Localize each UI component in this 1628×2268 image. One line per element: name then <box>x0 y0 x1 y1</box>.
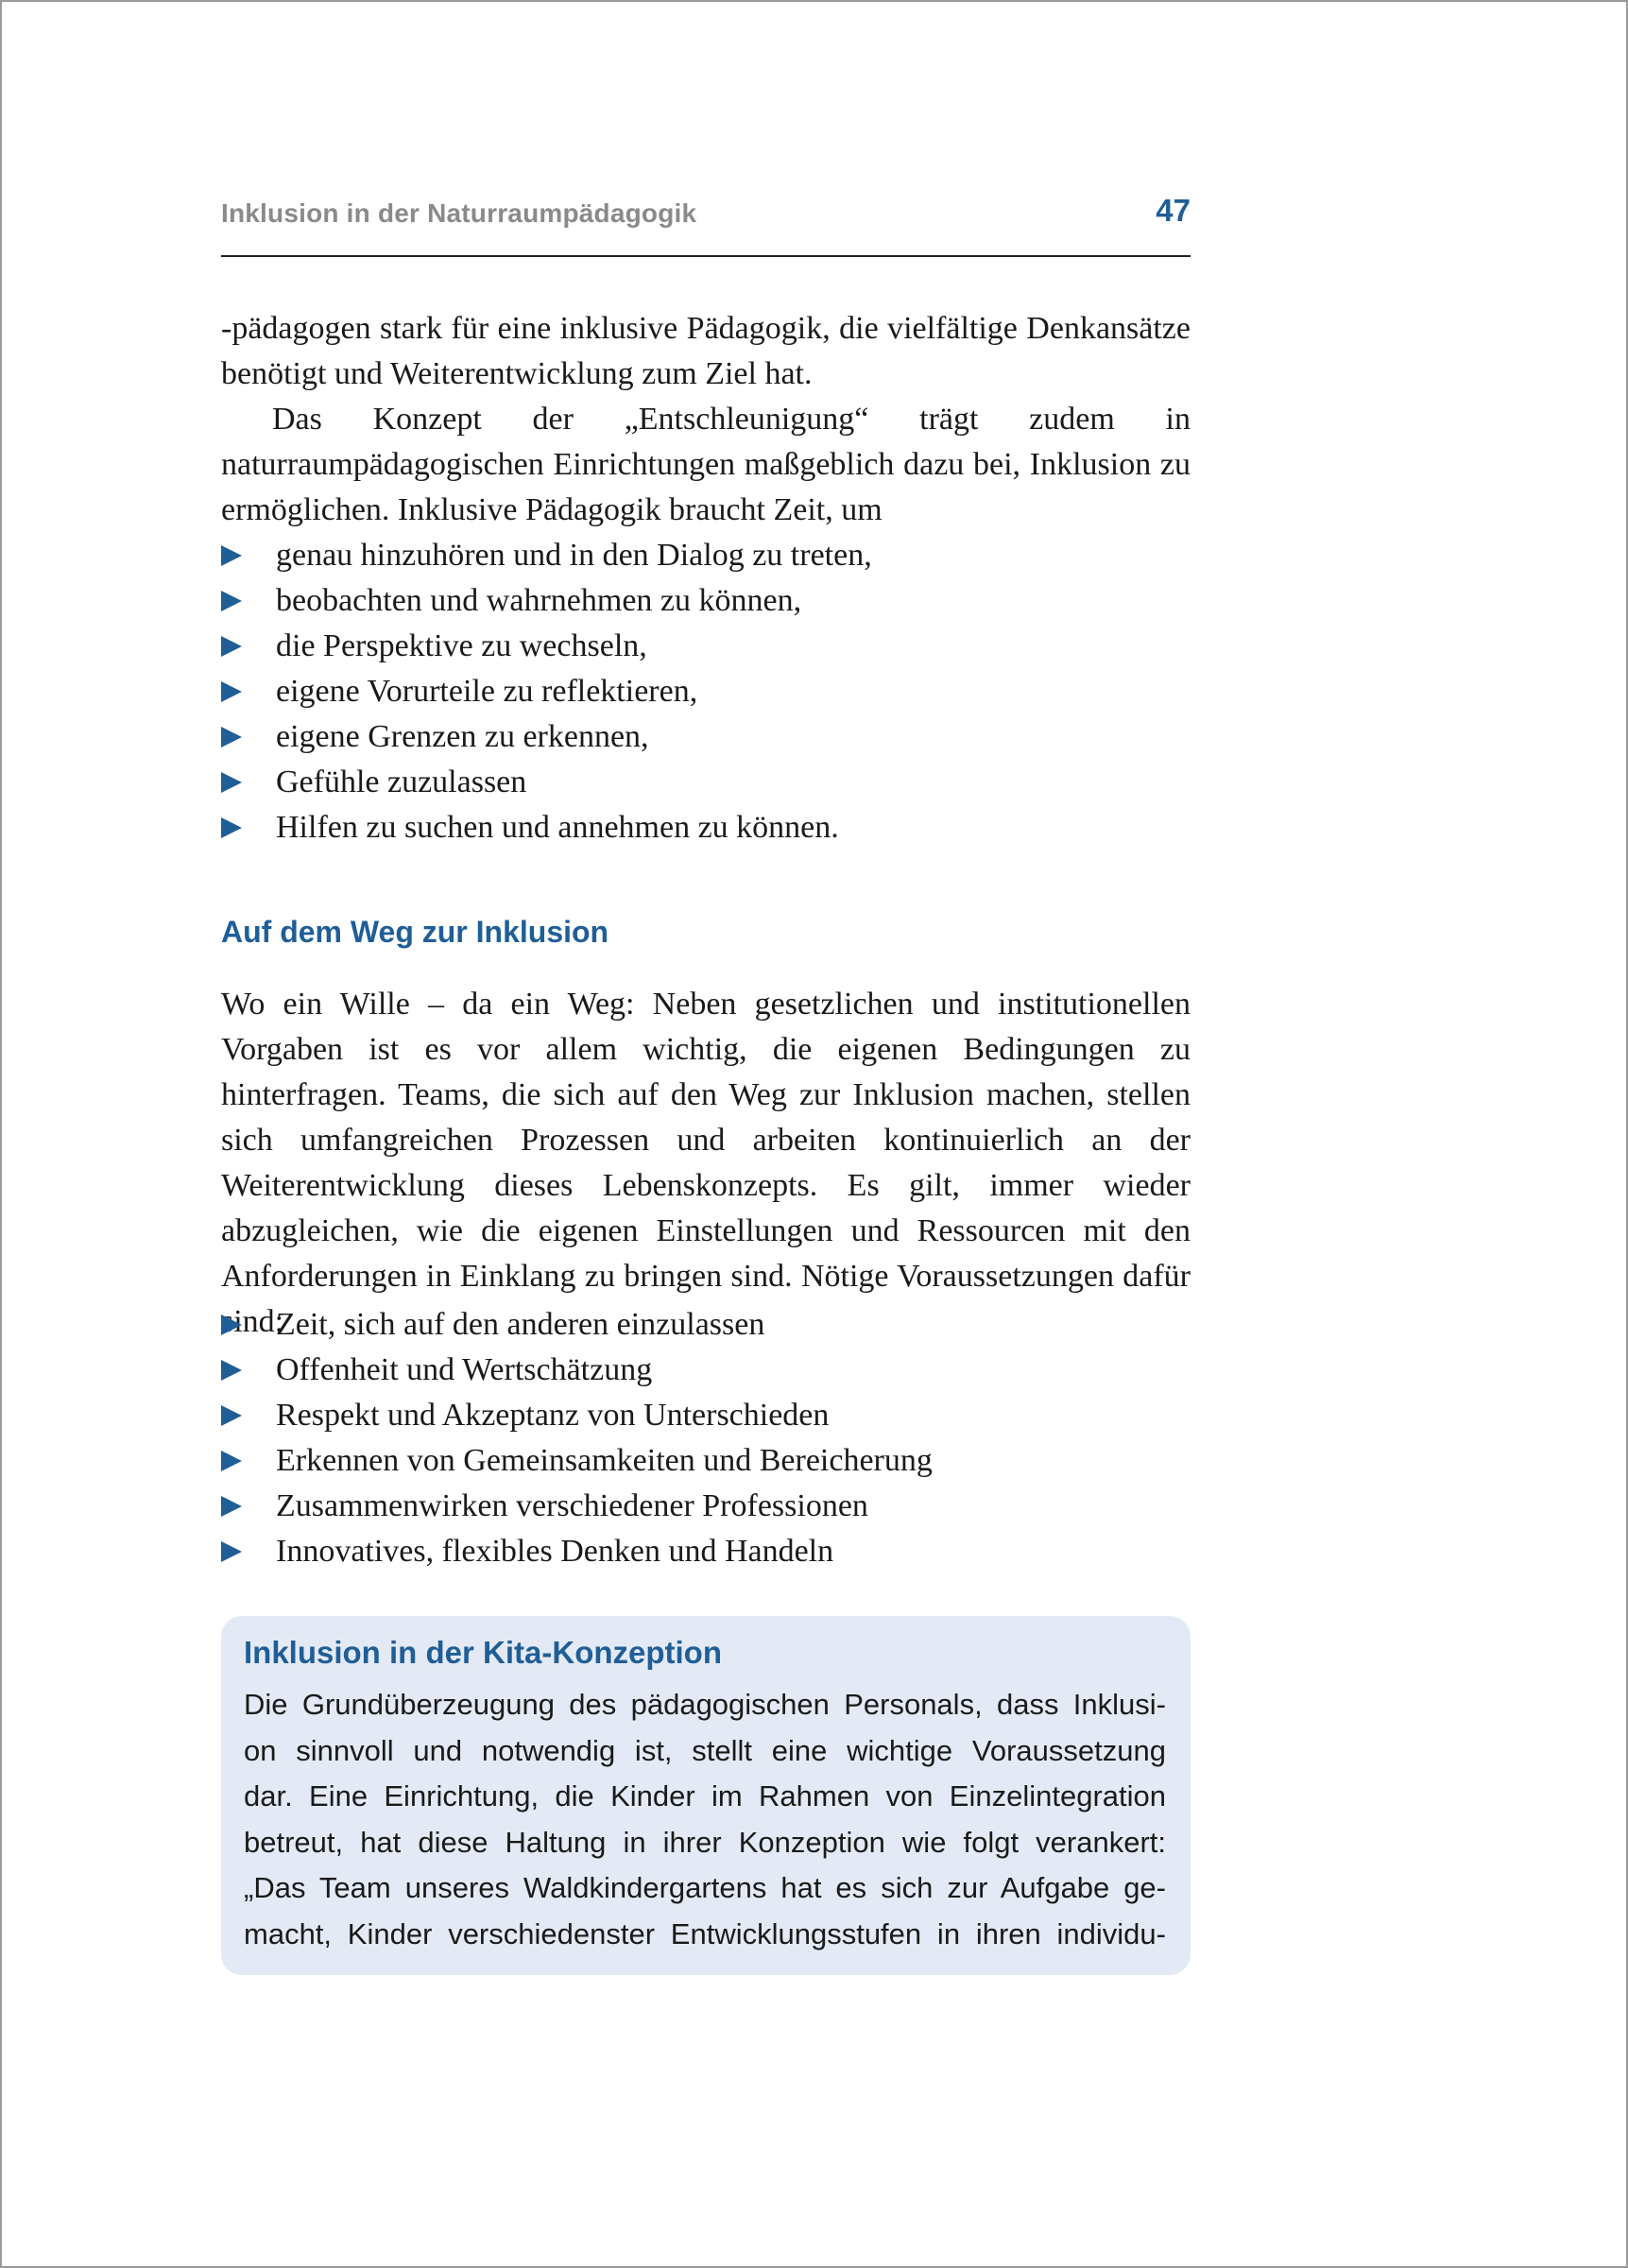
triangle-bullet-icon <box>221 817 242 838</box>
triangle-bullet-icon <box>221 1541 242 1562</box>
info-box-line: „Das Team unseres Waldkindergartens hat es sich zur Aufgabe ge- <box>244 1871 1166 1904</box>
list-item: eigene Grenzen zu erkennen, <box>221 714 1191 760</box>
list-item: Hilfen zu suchen und annehmen zu können. <box>221 805 1191 850</box>
info-box-line: Die Grundüberzeugung des pädagogischen Personals, dass Inklusi- <box>244 1688 1166 1721</box>
info-box-title: Inklusion in der Kita-Konzeption <box>244 1635 722 1670</box>
list-item: eigene Vorurteile zu reflektieren, <box>221 669 1191 714</box>
triangle-bullet-icon <box>221 1405 242 1426</box>
list-item: Offenheit und Wertschätzung <box>221 1348 1191 1393</box>
triangle-bullet-icon <box>221 545 242 566</box>
bullet-list-time <box>221 533 1191 850</box>
triangle-bullet-icon <box>221 636 242 657</box>
triangle-bullet-icon <box>221 681 242 702</box>
list-item: Innovatives, flexibles Denken und Handeln <box>221 1529 1191 1574</box>
section-heading: Auf dem Weg zur Inklusion <box>221 915 609 949</box>
running-title: Inklusion in der Naturraumpädagogik <box>221 198 697 228</box>
list-item: die Perspektive zu wechseln, <box>221 624 1191 669</box>
info-box-line: betreut, hat diese Haltung in ihrer Konzeption wie folgt verankert: <box>244 1825 1166 1859</box>
info-box-line: on sinnvoll und notwendig ist, stellt eine wichtige Voraussetzung <box>244 1733 1166 1767</box>
info-box-line: macht, Kinder verschiedenster Entwicklungsstufen in ihren individu- <box>244 1916 1166 1950</box>
list-item: Respekt und Akzeptanz von Unterschieden <box>221 1393 1191 1438</box>
bullet-list-requirements <box>221 1302 1191 1574</box>
triangle-bullet-icon <box>221 1360 242 1381</box>
header-rule <box>221 255 1191 257</box>
page-number: 47 <box>1156 193 1191 228</box>
list-item: beobachten und wahrnehmen zu können, <box>221 578 1191 624</box>
list-item: Gefühle zuzulassen <box>221 760 1191 805</box>
triangle-bullet-icon <box>221 1314 242 1335</box>
list-item: Zeit, sich auf den anderen einzulassen <box>221 1302 1191 1348</box>
list-item: Zusammenwirken verschiedener Professionen <box>221 1484 1191 1529</box>
triangle-bullet-icon <box>221 1496 242 1517</box>
intro-paragraph-1: -pädagogen stark für eine inklusive Pädagogik, die vielfältige Denkansätze benötigt und Weiterentwicklung zum Ziel hat. <box>221 311 1191 391</box>
triangle-bullet-icon <box>221 772 242 793</box>
triangle-bullet-icon <box>221 591 242 611</box>
triangle-bullet-icon <box>221 1451 242 1471</box>
list-item: Erkennen von Gemeinsamkeiten und Bereicherung <box>221 1438 1191 1484</box>
section-paragraph: Wo ein Wille – da ein Weg: Neben gesetzlichen und institutionellen Vorgaben ist es vor allem wichtig, die eigenen Bedingungen zu hinterfragen. Teams, die sich auf den Weg zur Inklusion machen, stellen sich umfangreichen Prozessen und arbeiten kontinuierlich an der Weiterentwicklung dieses Lebenskonzepts. Es gilt, immer wieder abzugleichen, wie die eigenen Einstellungen und Ressourcen mit den Anforderungen in Einklang zu bringen sind. Nötige Voraussetzungen dafür sind: <box>221 987 1191 1339</box>
triangle-bullet-icon <box>221 727 242 747</box>
info-box-text <box>244 1682 1166 1957</box>
info-box-line: dar. Eine Einrichtung, die Kinder im Rahmen von Einzelintegration <box>244 1779 1166 1813</box>
intro-paragraph-2: Das Konzept der „Entschleunigung“ trägt zudem in naturraumpädagogischen Einrichtungen maßgeblich dazu bei, Inklusion zu ermöglichen. Inklusive Pädagogik braucht Zeit, um <box>221 402 1191 527</box>
list-item: genau hinzuhören und in den Dialog zu treten, <box>221 533 1191 578</box>
info-box <box>221 1616 1191 1975</box>
running-head <box>221 191 1191 238</box>
